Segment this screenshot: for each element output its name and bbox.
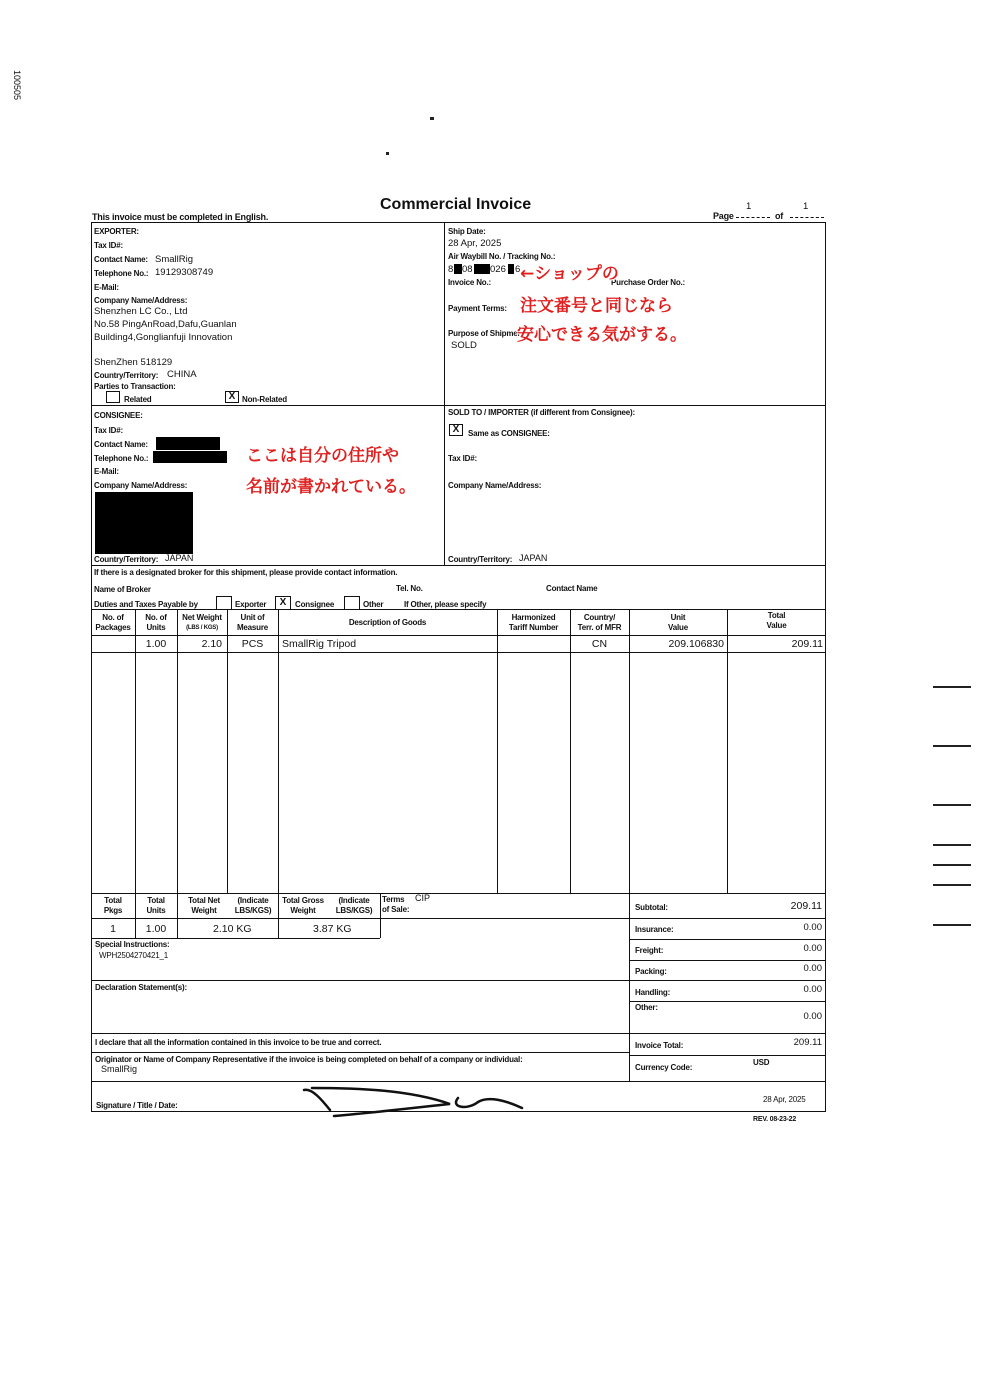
exporter-country-value: CHINA xyxy=(167,369,197,380)
sold-to-country-value: JAPAN xyxy=(519,553,548,563)
terms-label xyxy=(382,895,409,915)
header-uom xyxy=(227,613,278,633)
shop-annotation-line: 安心できる気がする。 xyxy=(517,325,687,345)
row-description: SmallRig Tripod xyxy=(282,638,357,650)
packing-label: Packing: xyxy=(635,967,667,976)
broker-note: If there is a designated broker for this shipment, please provide contact information. xyxy=(94,568,398,577)
ship-date-label: Ship Date: xyxy=(448,227,486,236)
total-units-label-line: Units xyxy=(146,906,166,915)
goods-col-sep xyxy=(497,609,498,893)
side-stamp: 100505 xyxy=(12,70,22,101)
declare-bottom-line xyxy=(91,1052,629,1053)
header-description: Description of Goods xyxy=(348,618,427,627)
header-packages-line: Packages xyxy=(95,623,131,632)
exporter-company-label: Company Name/Address: xyxy=(94,296,188,305)
total-units-value: 1.00 xyxy=(145,923,167,935)
exporter-address-line: Shenzhen LC Co., Ltd xyxy=(94,306,188,317)
margin-mark xyxy=(933,924,971,926)
related-checkbox[interactable] xyxy=(106,391,120,403)
signature-label: Signature / Title / Date: xyxy=(96,1101,178,1110)
consignee-telephone-label: Telephone No.: xyxy=(94,454,149,463)
page-total-line xyxy=(790,217,824,219)
consignee-email-label: E-Mail: xyxy=(94,467,119,476)
scan-speck xyxy=(430,117,434,120)
header-tariff-line: Harmonized xyxy=(511,613,556,622)
originator-value: SmallRig xyxy=(101,1064,138,1074)
subtotal-label: Subtotal: xyxy=(635,903,668,912)
row-unit-value: 209.106830 xyxy=(668,638,724,650)
awb-part: 026 xyxy=(490,264,506,275)
purpose-value: SOLD xyxy=(451,340,477,351)
payment-terms-label: Payment Terms: xyxy=(448,304,507,313)
exporter-heading: EXPORTER: xyxy=(94,227,139,236)
awb-label: Air Waybill No. / Tracking No.: xyxy=(448,252,556,261)
header-packages xyxy=(91,613,135,633)
duties-exporter-label: Exporter xyxy=(235,600,267,609)
goods-table-top xyxy=(91,609,826,610)
same-as-consignee-label: Same as CONSIGNEE: xyxy=(468,429,550,438)
duties-exporter-checkbox[interactable] xyxy=(216,596,232,610)
invoice-frame xyxy=(91,222,826,1112)
awb-part: 8 xyxy=(448,264,454,275)
charges-row-line xyxy=(629,1055,826,1056)
header-total-value-line: Total xyxy=(767,611,786,620)
broker-tel-label: Tel. No. xyxy=(396,584,423,593)
consignee-country-label: Country/Territory: xyxy=(94,555,159,564)
total-net-label xyxy=(180,896,228,916)
duties-consignee-checkbox[interactable]: X xyxy=(275,596,291,610)
terms-label-line: Terms xyxy=(382,895,405,904)
charges-row-line xyxy=(629,980,826,981)
duties-other-label: Other xyxy=(363,600,384,609)
row-country: CN xyxy=(591,638,608,650)
page-label: Page xyxy=(713,211,734,221)
section-divider xyxy=(91,565,826,566)
exporter-contact-label: Contact Name: xyxy=(94,255,148,264)
handling-label: Handling: xyxy=(635,988,671,997)
duties-consignee-label: Consignee xyxy=(295,600,335,609)
other-label: Other: xyxy=(635,1003,658,1012)
row-units: 1.00 xyxy=(145,638,167,650)
sold-to-company-label: Company Name/Address: xyxy=(448,481,542,490)
header-unit-value-line: Unit xyxy=(670,613,686,622)
margin-mark xyxy=(933,745,971,747)
parties-label: Parties to Transaction: xyxy=(94,382,176,391)
terms-label-line: of Sale: xyxy=(382,905,410,914)
ship-date-value: 28 Apr, 2025 xyxy=(448,238,502,249)
total-pkgs-label-line: Pkgs xyxy=(103,906,123,915)
indicate-net-label-line: LBS/KGS) xyxy=(234,906,272,915)
handwritten-signature xyxy=(300,1080,540,1120)
page-number: 1 xyxy=(746,201,752,212)
totals-col-sep xyxy=(177,893,178,938)
totals-mid-line xyxy=(91,918,629,919)
indicate-net-label xyxy=(228,896,278,916)
goods-col-sep xyxy=(629,609,630,893)
english-note: This invoice must be completed in English. xyxy=(92,212,269,222)
duties-other-checkbox[interactable] xyxy=(344,596,360,610)
charges-row-line xyxy=(629,939,826,940)
revision-label: REV. 08-23-22 xyxy=(753,1116,797,1123)
broker-contact-label: Contact Name xyxy=(546,584,598,593)
goods-col-sep xyxy=(278,609,279,893)
total-gross-label-line: Total Gross xyxy=(282,896,324,905)
freight-value: 0.00 xyxy=(803,943,822,954)
originator-label: Originator or Name of Company Representative if the invoice is being completed on behalf of a company or individual: xyxy=(95,1055,523,1064)
exporter-address-line: No.58 PingAnRoad,Dafu,Guanlan xyxy=(94,319,237,330)
margin-mark xyxy=(933,864,971,866)
section-divider xyxy=(444,222,445,565)
other-value: 0.00 xyxy=(803,1011,822,1022)
invoice-title: Commercial Invoice xyxy=(380,196,532,213)
total-gross-value: 3.87 KG xyxy=(313,923,352,935)
currency-code-label: Currency Code: xyxy=(635,1063,693,1072)
awb-part: 6 xyxy=(515,264,521,275)
section-divider xyxy=(91,405,826,406)
awb-redaction xyxy=(508,264,514,274)
sold-to-heading: SOLD TO / IMPORTER (if different from Consignee): xyxy=(448,408,635,417)
header-country xyxy=(570,613,629,633)
goods-col-sep xyxy=(570,609,571,893)
invoice-total-value: 209.11 xyxy=(793,1037,822,1048)
consignee-contact-label: Contact Name: xyxy=(94,440,148,449)
shop-annotation-line: 注文番号と同じなら xyxy=(520,296,673,316)
header-uom-line: Measure xyxy=(236,623,269,632)
header-total-value xyxy=(727,611,826,631)
goods-table-bottom xyxy=(91,893,826,894)
purpose-label: Purpose of Shipment: xyxy=(448,329,528,338)
indicate-gross-label-line: LBS/KGS) xyxy=(335,906,373,915)
page-total: 1 xyxy=(803,201,809,212)
total-net-label-line: Total Net xyxy=(188,896,220,905)
header-country-line: Terr. of MFR xyxy=(577,623,622,632)
margin-mark xyxy=(933,804,971,806)
address-annotation-line: 名前が書かれている。 xyxy=(246,477,416,497)
total-gross-label-line: Weight xyxy=(290,906,316,915)
insurance-value: 0.00 xyxy=(803,922,822,933)
exporter-email-label: E-Mail: xyxy=(94,283,119,292)
indicate-gross-label-line: (Indicate xyxy=(338,896,370,905)
declaration-label: Declaration Statement(s): xyxy=(95,983,187,992)
goods-col-sep xyxy=(135,609,136,893)
header-unit-value xyxy=(629,613,727,633)
header-packages-line: No. of xyxy=(102,613,124,622)
duties-label: Duties and Taxes Payable by xyxy=(94,600,198,609)
header-tariff-line: Tariff Number xyxy=(508,623,559,632)
nonrelated-checkbox[interactable]: X xyxy=(225,391,239,403)
goods-col-sep xyxy=(727,609,728,893)
charges-row-line xyxy=(629,960,826,961)
margin-mark xyxy=(933,844,971,846)
consignee-contact-redaction xyxy=(156,437,220,450)
header-unit-value-line: Value xyxy=(668,623,688,632)
indicate-net-label-line: (Indicate xyxy=(237,896,269,905)
broker-name-label: Name of Broker xyxy=(94,585,151,594)
declare-text: I declare that all the information contained in this invoice to be true and correct. xyxy=(95,1038,382,1047)
sold-to-country-label: Country/Territory: xyxy=(448,555,513,564)
exporter-country-label: Country/Territory: xyxy=(94,371,159,380)
subtotal-value: 209.11 xyxy=(790,900,822,912)
duties-other-specify: If Other, please specify xyxy=(404,600,487,609)
freight-label: Freight: xyxy=(635,946,664,955)
invoice-total-label: Invoice Total: xyxy=(635,1041,684,1050)
exporter-address-line: Building4,Gonglianfuji Innovation xyxy=(94,332,233,343)
special-instructions-label: Special Instructions: xyxy=(95,940,170,949)
total-gross-label xyxy=(279,896,327,916)
sold-to-tax-id-label: Tax ID#: xyxy=(448,454,477,463)
page-of-label: of xyxy=(775,211,784,221)
packing-value: 0.00 xyxy=(803,963,822,974)
exporter-tax-id-label: Tax ID#: xyxy=(94,241,123,250)
consignee-address-redaction xyxy=(95,492,193,554)
total-units-label xyxy=(135,896,177,916)
exporter-city-line: ShenZhen 518129 xyxy=(94,357,173,368)
charges-col-sep xyxy=(629,893,630,1081)
consignee-company-label: Company Name/Address: xyxy=(94,481,188,490)
nonrelated-label: Non-Related xyxy=(242,395,287,404)
awb-redaction xyxy=(454,264,462,274)
consignee-country-value: JAPAN xyxy=(165,553,194,563)
signature-stroke xyxy=(456,1098,522,1108)
awb-redaction xyxy=(474,264,490,274)
row-total-value: 209.11 xyxy=(791,638,823,650)
goods-row-bottom xyxy=(91,652,826,653)
scan-speck xyxy=(386,152,389,155)
goods-header-bottom xyxy=(91,635,826,636)
terms-value: CIP xyxy=(415,893,431,903)
consignee-tax-id-label: Tax ID#: xyxy=(94,426,123,435)
header-net-weight-line: Net Weight xyxy=(182,613,222,622)
currency-col-sep xyxy=(629,1055,630,1081)
header-country-line: Country/ xyxy=(583,613,616,622)
insurance-label: Insurance: xyxy=(635,925,674,934)
signature-date: 28 Apr, 2025 xyxy=(763,1095,806,1104)
header-units-line: No. of xyxy=(145,613,167,622)
header-tariff xyxy=(497,613,570,633)
total-pkgs-value: 1 xyxy=(110,923,116,935)
signature-stroke xyxy=(304,1088,450,1116)
charges-row-line xyxy=(629,918,826,919)
total-pkgs-label-line: Total xyxy=(104,896,122,905)
consignee-heading: CONSIGNEE: xyxy=(94,411,143,420)
exporter-telephone-label: Telephone No.: xyxy=(94,269,149,278)
header-net-weight-line: (LBS / KGS) xyxy=(186,625,218,631)
margin-mark xyxy=(933,884,971,886)
charges-row-line xyxy=(629,1033,826,1034)
row-net-weight: 2.10 xyxy=(201,638,222,650)
header-net-weight xyxy=(177,613,227,633)
charges-row-line xyxy=(629,1001,826,1002)
header-units xyxy=(135,613,177,633)
total-net-value: 2.10 KG xyxy=(213,923,252,935)
address-annotation-line: ここは自分の住所や xyxy=(246,446,399,466)
header-total-value-line: Value xyxy=(766,621,787,630)
related-label: Related xyxy=(124,395,152,404)
totals-col-sep xyxy=(380,893,381,938)
handling-value: 0.00 xyxy=(803,984,822,995)
special-bottom-line xyxy=(91,980,629,981)
exporter-telephone-value: 19129308749 xyxy=(155,267,214,278)
total-pkgs-label xyxy=(91,896,135,916)
row-uom: PCS xyxy=(241,638,264,650)
shop-annotation-line: ←ショップの xyxy=(520,264,619,284)
total-net-label-line: Weight xyxy=(191,906,217,915)
header-uom-line: Unit of xyxy=(240,613,265,622)
currency-code-value: USD xyxy=(753,1058,770,1067)
awb-part: 08 xyxy=(462,264,473,275)
total-units-label-line: Total xyxy=(147,896,165,905)
header-units-line: Units xyxy=(146,623,166,632)
exporter-contact-value: SmallRig xyxy=(155,254,194,265)
declaration-bottom-line xyxy=(91,1033,629,1034)
indicate-gross-label xyxy=(328,896,380,916)
special-instructions-value: WPH2504270421_1 xyxy=(99,951,169,960)
goods-col-sep xyxy=(177,609,178,893)
goods-col-sep xyxy=(227,609,228,893)
same-as-consignee-checkbox[interactable]: X xyxy=(449,424,463,436)
page-number-line xyxy=(736,217,770,219)
invoice-no-label: Invoice No.: xyxy=(448,278,491,287)
consignee-telephone-redaction xyxy=(153,451,227,463)
po-label: Purchase Order No.: xyxy=(611,278,686,287)
totals-bottom-line xyxy=(91,938,380,939)
margin-mark xyxy=(933,686,971,688)
